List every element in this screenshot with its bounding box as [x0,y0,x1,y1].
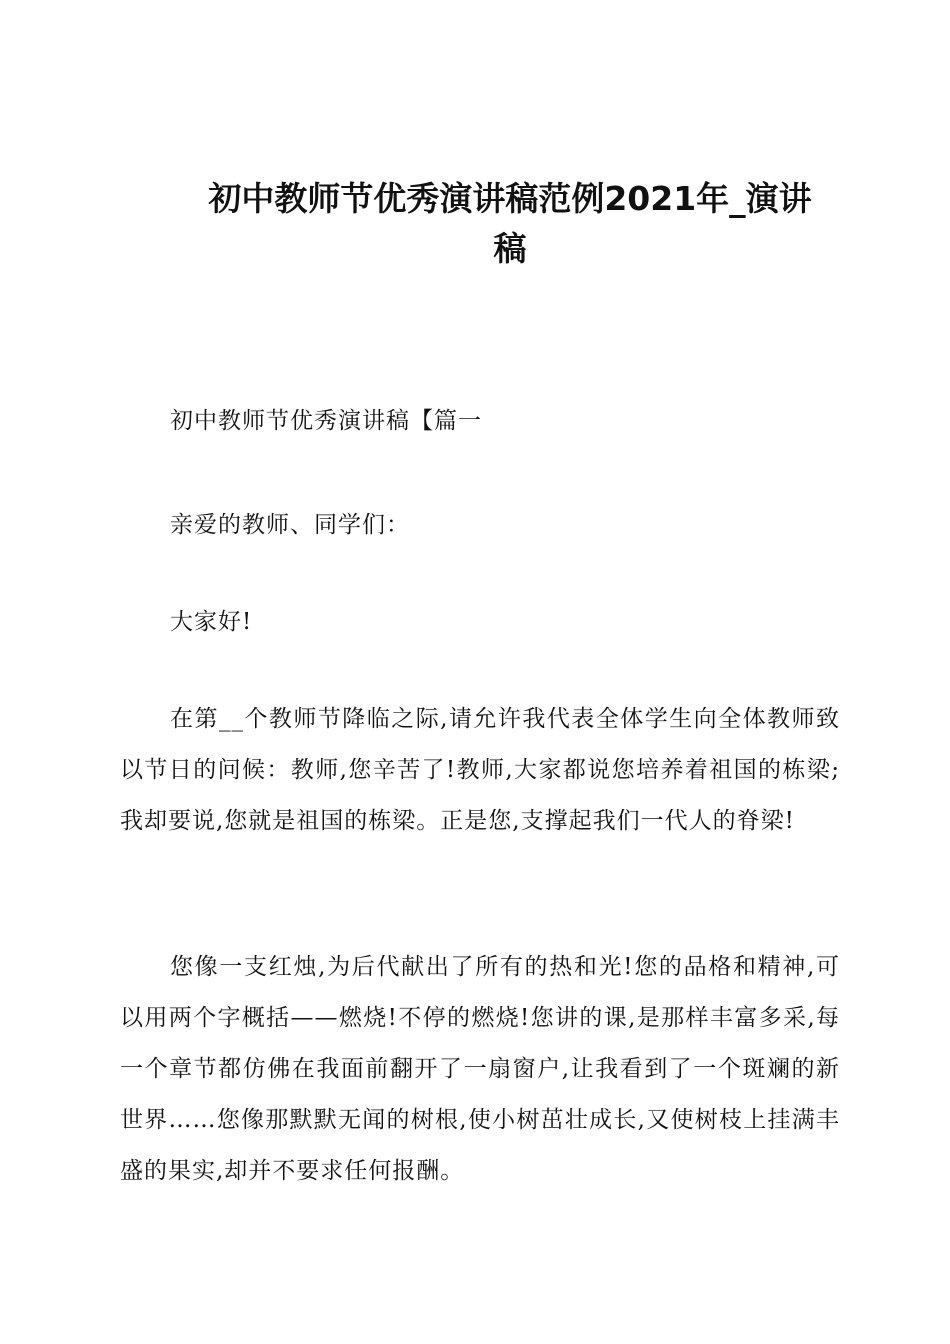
greeting-paragraph: 亲爱的教师、同学们： [170,512,410,538]
document-title-line1: 初中教师节优秀演讲稿范例2021年_演讲 [208,179,812,218]
body-paragraph-2: 您像一支红烛,为后代献出了所有的热和光!您的品格和精神,可以用两个字概括——燃烧!不停的燃烧!您讲的课,是那样丰富多采,每一个章节都仿佛在我面前翻开了一扇窗户,让我看到了一个斑斓的新世界……您像那默默无闻的树根,使小树茁壮成长,又使树枝上挂满丰盛的果实,却并不要求任何报酬。 [120,954,840,1184]
document-title-line2: 稿 [493,229,527,268]
hello-paragraph: 大家好! [170,609,253,635]
body-paragraph-1: 在第__个教师节降临之际,请允许我代表全体学生向全体教师致以节日的问候：教师,您辛苦了!教师,大家都说您培养着祖国的栋梁;我却要说,您就是祖国的栋梁。正是您,支撑起我们一代人的脊梁! [120,706,840,834]
document-title [170,174,850,274]
section-heading: 初中教师节优秀演讲稿【篇一 [170,408,482,434]
